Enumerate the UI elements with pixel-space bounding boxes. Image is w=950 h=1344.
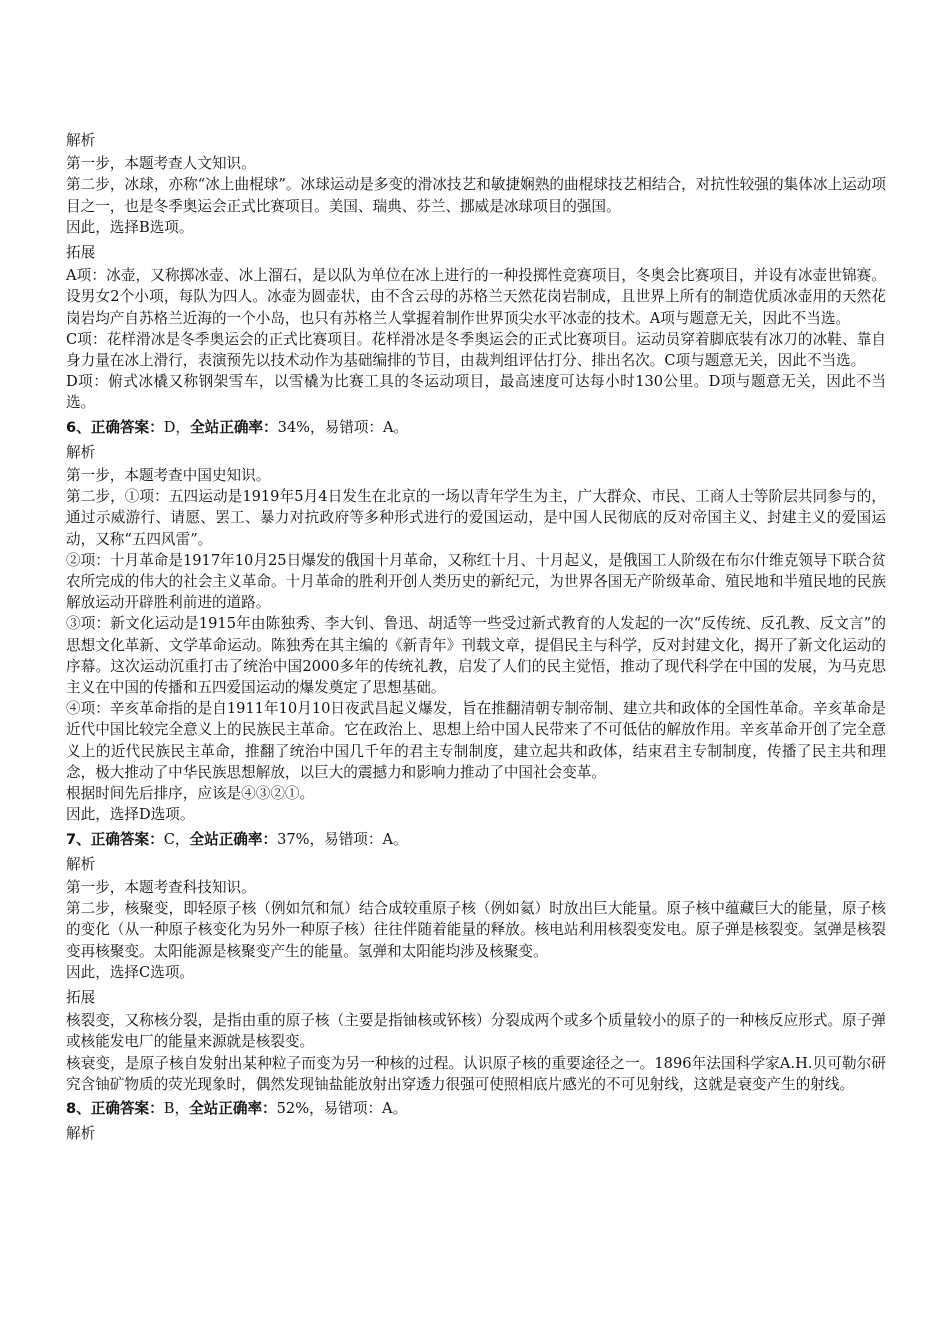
q5-extension-label: 拓展: [66, 244, 96, 262]
q6-analysis-step1: 第一步，本题考查中国史知识。: [66, 467, 271, 485]
q7-rate-label: 全站正确率：: [189, 830, 278, 848]
q6-analysis-item1: 第二步，①项：五四运动是1919年5月4日发生在北京的一场以青年学生为主，广大群众、市民、工商人士等阶层共同参与的，通过示威游行、请愿、罢工、暴力对抗政府等多种形式进行的爱国运动，是中国人民彻底的反对帝国主义、封建主义的爱国运动，又称“五四风雷”。: [66, 488, 886, 548]
q7-number: 7、: [66, 830, 91, 848]
q6-rate: 34%，易错项：A。: [277, 418, 409, 436]
q8-answer-line: [66, 1098, 886, 1119]
q6-answer-line: [66, 417, 886, 438]
q6-number: 6、: [66, 418, 91, 436]
q8-answer-label: 正确答案：: [90, 1099, 164, 1117]
q6-answer: D，: [163, 418, 191, 436]
q6-analysis-conclusion: 因此，选择D选项。: [66, 806, 195, 824]
q7-extension-decay: 核衰变，是原子核自发射出某种粒子而变为另一种核的过程。认识原子核的重要途径之一。1896年法国科学家A.H.贝可勒尔研究含铀矿物质的荧光现象时，偶然发现铀盐能放射出穿透力很强可使照相底片感光的不可见射线，这就是衰变产生的射线。: [66, 1054, 886, 1093]
q7-extension-label: 拓展: [66, 988, 96, 1006]
q7-analysis-conclusion: 因此，选择C选项。: [66, 963, 194, 981]
q5-extension-a: A项：冰壶，又称掷冰壶、冰上溜石，是以队为单位在冰上进行的一种投掷性竞赛项目，冬奥会比赛项目，并设有冰壶世锦赛。设男女2个小项，每队为四人。冰壶为圆壶状，由不含云母的苏格兰天然花岗岩制成，且世界上所有的制造优质冰壶用的天然花岗岩均产自苏格兰近海的一个小岛，也只有苏格兰人掌握着制作世界顶尖水平冰壶的技术。A项与题意无关，因此不当选。: [66, 267, 886, 327]
q5-analysis-conclusion: 因此，选择B选项。: [66, 218, 194, 236]
q5-analysis-label: 解析: [66, 132, 96, 149]
q5-extension-c: C项：花样滑冰是冬季奥运会的正式比赛项目。花样滑冰是冬季奥运会的正式比赛项目。运动员穿着脚底装有冰刀的冰鞋、靠自身力量在冰上滑行，表演预先以技术动作为基础编排的节目，由裁判组评估打分、排出名次。C项与题意无关，因此不当选。: [66, 330, 886, 370]
q6-analysis-order: 根据时间先后排序，应该是④③②①。: [66, 785, 315, 803]
q6-answer-label: 正确答案：: [90, 418, 164, 436]
q8-rate-label: 全站正确率：: [189, 1099, 277, 1117]
document-content: [66, 126, 886, 1146]
q7-rate: 37%，易错项：A。: [277, 830, 408, 848]
q7-answer-line: [66, 829, 886, 850]
q7-analysis-step1: 第一步，本题考查科技知识。: [66, 878, 256, 896]
q7-analysis-label: 解析: [66, 855, 96, 873]
q6-analysis-item4: ④项：辛亥革命指的是自1911年10月10日夜武昌起义爆发，旨在推翻清朝专制帝制、建立共和政体的全国性革命。辛亥革命是近代中国比较完全意义上的民族民主革命。它在政治上、思想上给中国人民带来了不可低估的解放作用。辛亥革命开创了完全意义上的近代民族民主革命，推翻了统治中国几千年的君主专制制度，建立起共和政体，结束君主专制制度，传播了民主共和理念，极大推动了中华民族思想解放，以巨大的震撼力和影响力推动了中国社会变革。: [66, 700, 886, 781]
q6-analysis-item3: ③项：新文化运动是1915年由陈独秀、李大钊、鲁迅、胡适等一些受过新式教育的人发起的一次“反传统、反孔教、反文言”的思想文化革新、文学革命运动。陈独秀在其主编的《新青年》刊载文章，提倡民主与科学，反对封建文化，揭开了新文化运动的序幕。这次运动沉重打击了统治中国2000多年的传统礼教，启发了人们的民主觉悟，推动了现代科学在中国的发展，为马克思主义在中国的传播和五四爱国运动的爆发奠定了思想基础。: [66, 615, 886, 697]
q5-analysis-step1: 第一步，本题考查人文知识。: [66, 155, 256, 173]
q8-rate: 52%，易错项：A。: [276, 1099, 408, 1117]
q7-answer: C，: [163, 830, 190, 848]
q8-analysis-label: 解析: [66, 1125, 96, 1143]
q8-answer: B，: [163, 1099, 190, 1117]
q6-rate-label: 全站正确率：: [190, 418, 278, 436]
q5-analysis-step2: 第二步，冰球，亦称“冰上曲棍球”。冰球运动是多变的滑冰技艺和敏捷娴熟的曲棍球技艺相结合，对抗性较强的集体冰上运动项目之一，也是冬季奥运会正式比赛项目。美国、瑞典、芬兰、挪威是冰球项目的强国。: [66, 176, 886, 215]
q5-extension-d: D项：俯式冰橇又称钢架雪车，以雪橇为比赛工具的冬运动项目，最高速度可达每小时130公里。D项与题意无关，因此不当选。: [66, 373, 886, 412]
q7-extension-fission: 核裂变，又称核分裂，是指由重的原子核（主要是指铀核或钚核）分裂成两个或多个质量较小的原子的一种核反应形式。原子弹或核能发电厂的能量来源就是核裂变。: [66, 1012, 886, 1051]
q6-analysis-label: 解析: [66, 443, 96, 461]
q8-number: 8、: [66, 1099, 91, 1117]
q7-answer-label: 正确答案：: [90, 830, 164, 848]
q7-analysis-step2: 第二步，核聚变，即轻原子核（例如氘和氚）结合成较重原子核（例如氦）时放出巨大能量。原子核中蕴藏巨大的能量，原子核的变化（从一种原子核变化为另外一种原子核）往往伴随着能量的释放。核电站利用核裂变发电。原子弹是核裂变。氢弹是核裂变再核聚变。太阳能源是核聚变产生的能量。氢弹和太阳能均涉及核聚变。: [66, 900, 886, 960]
q6-analysis-item2: ②项：十月革命是1917年10月25日爆发的俄国十月革命，又称红十月、十月起义，是俄国工人阶级在布尔什维克领导下联合贫农所完成的伟大的社会主义革命。十月革命的胜利开创人类历史的新纪元，为世界各国无产阶级革命、殖民地和半殖民地的民族解放运动开辟胜利前进的道路。: [66, 551, 886, 612]
